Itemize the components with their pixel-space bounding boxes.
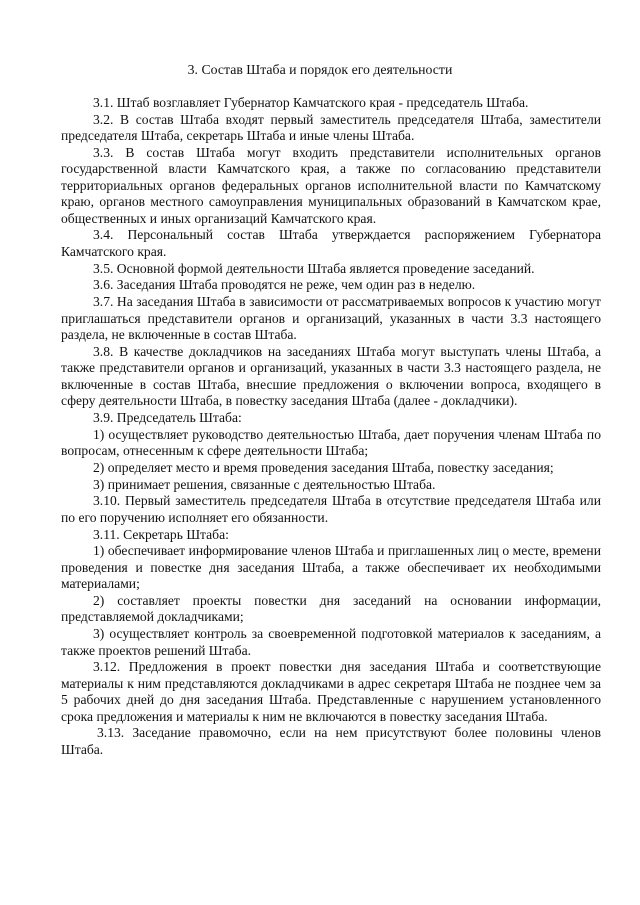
section-title: 3. Состав Штаба и порядок его деятельности: [187, 62, 453, 77]
paragraph-3-11-item-2: 2) составляет проекты повестки дня заседаний на основании информации, представляемой докладчиками;: [61, 593, 601, 625]
paragraph-3-9-item-1: 1) осуществляет руководство деятельностью Штаба, дает поручения членам Штаба по вопросам, отнесенным к сфере деятельности Штаба;: [61, 426, 601, 459]
paragraph-3-13: 3.13. Заседание правомочно, если на нем присутствуют более половины членов Штаба.: [61, 725, 601, 757]
paragraph-3-2: 3.2. В состав Штаба входят первый заместитель председателя Штаба, заместители председателя Штаба, секретарь Штаба и иные члены Штаба.: [61, 111, 601, 144]
paragraph-3-11: 3.11. Секретарь Штаба:: [93, 526, 229, 542]
paragraph-3-1: 3.1. Штаб возглавляет Губернатор Камчатского края - председатель Штаба.: [93, 95, 529, 110]
paragraph-3-11-item-3: 3) осуществляет контроль за своевременной подготовкой материалов к заседаниям, а также проектов решений Штаба.: [61, 626, 601, 658]
paragraph-3-6: 3.6. Заседания Штаба проводятся не реже, чем один раз в неделю.: [93, 277, 476, 293]
paragraph-3-4: 3.4. Персональный состав Штаба утверждается распоряжением Губернатора Камчатского края.: [61, 227, 601, 259]
section-body: [61, 95, 601, 758]
paragraph-3-3: 3.3. В состав Штаба могут входить представители исполнительных органов государственной власти Камчатского края, а также по согласованию представители территориальных органов федеральных органов исполнительной власти по Камчатскому краю, органов местного самоуправления муниципальных образований в Камчатском крае, общественных и иных организаций Камчатского края.: [61, 145, 601, 226]
paragraph-3-9: 3.9. Председатель Штаба:: [93, 409, 242, 425]
paragraph-3-7: 3.7. На заседания Штаба в зависимости от рассматриваемых вопросов к участию могут приглашаться представители органов и организаций, указанных в части 3.3 настоящего раздела, не включенные в состав Штаба.: [61, 294, 601, 343]
paragraph-3-5: 3.5. Основной формой деятельности Штаба является проведение заседаний.: [93, 260, 535, 276]
paragraph-3-11-item-1: 1) обеспечивает информирование членов Штаба и приглашенных лиц о месте, времени проведения и повестке дня заседания Штаба, а также обеспечивает их необходимыми материалами;: [61, 543, 601, 592]
paragraph-3-12: 3.12. Предложения в проект повестки дня заседания Штаба и соответствующие материалы к ним представляются докладчиками в адрес секретаря Штаба не позднее чем за 5 рабочих дней до дня заседания Штаба. Представленные с нарушением установленного срока предложения и материалы к ним не включаются в повестку заседания Штаба.: [61, 659, 601, 724]
paragraph-3-9-item-2: 2) определяет место и время проведения заседания Штаба, повестку заседания;: [93, 459, 554, 475]
paragraph-3-10: 3.10. Первый заместитель председателя Штаба в отсутствие председателя Штаба или по его поручению исполняет его обязанности.: [61, 493, 601, 525]
paragraph-3-9-item-3: 3) принимает решения, связанные с деятельностью Штаба.: [93, 476, 436, 492]
paragraph-3-8: 3.8. В качестве докладчиков на заседаниях Штаба могут выступать члены Штаба, а также представители органов и организаций, указанных в части 3.3 настоящего раздела, не включенные в состав Штаба, внесшие предложения о включении вопроса, входящего в сферу деятельности Штаба, в повестку заседания Штаба (далее - докладчики).: [61, 343, 601, 409]
